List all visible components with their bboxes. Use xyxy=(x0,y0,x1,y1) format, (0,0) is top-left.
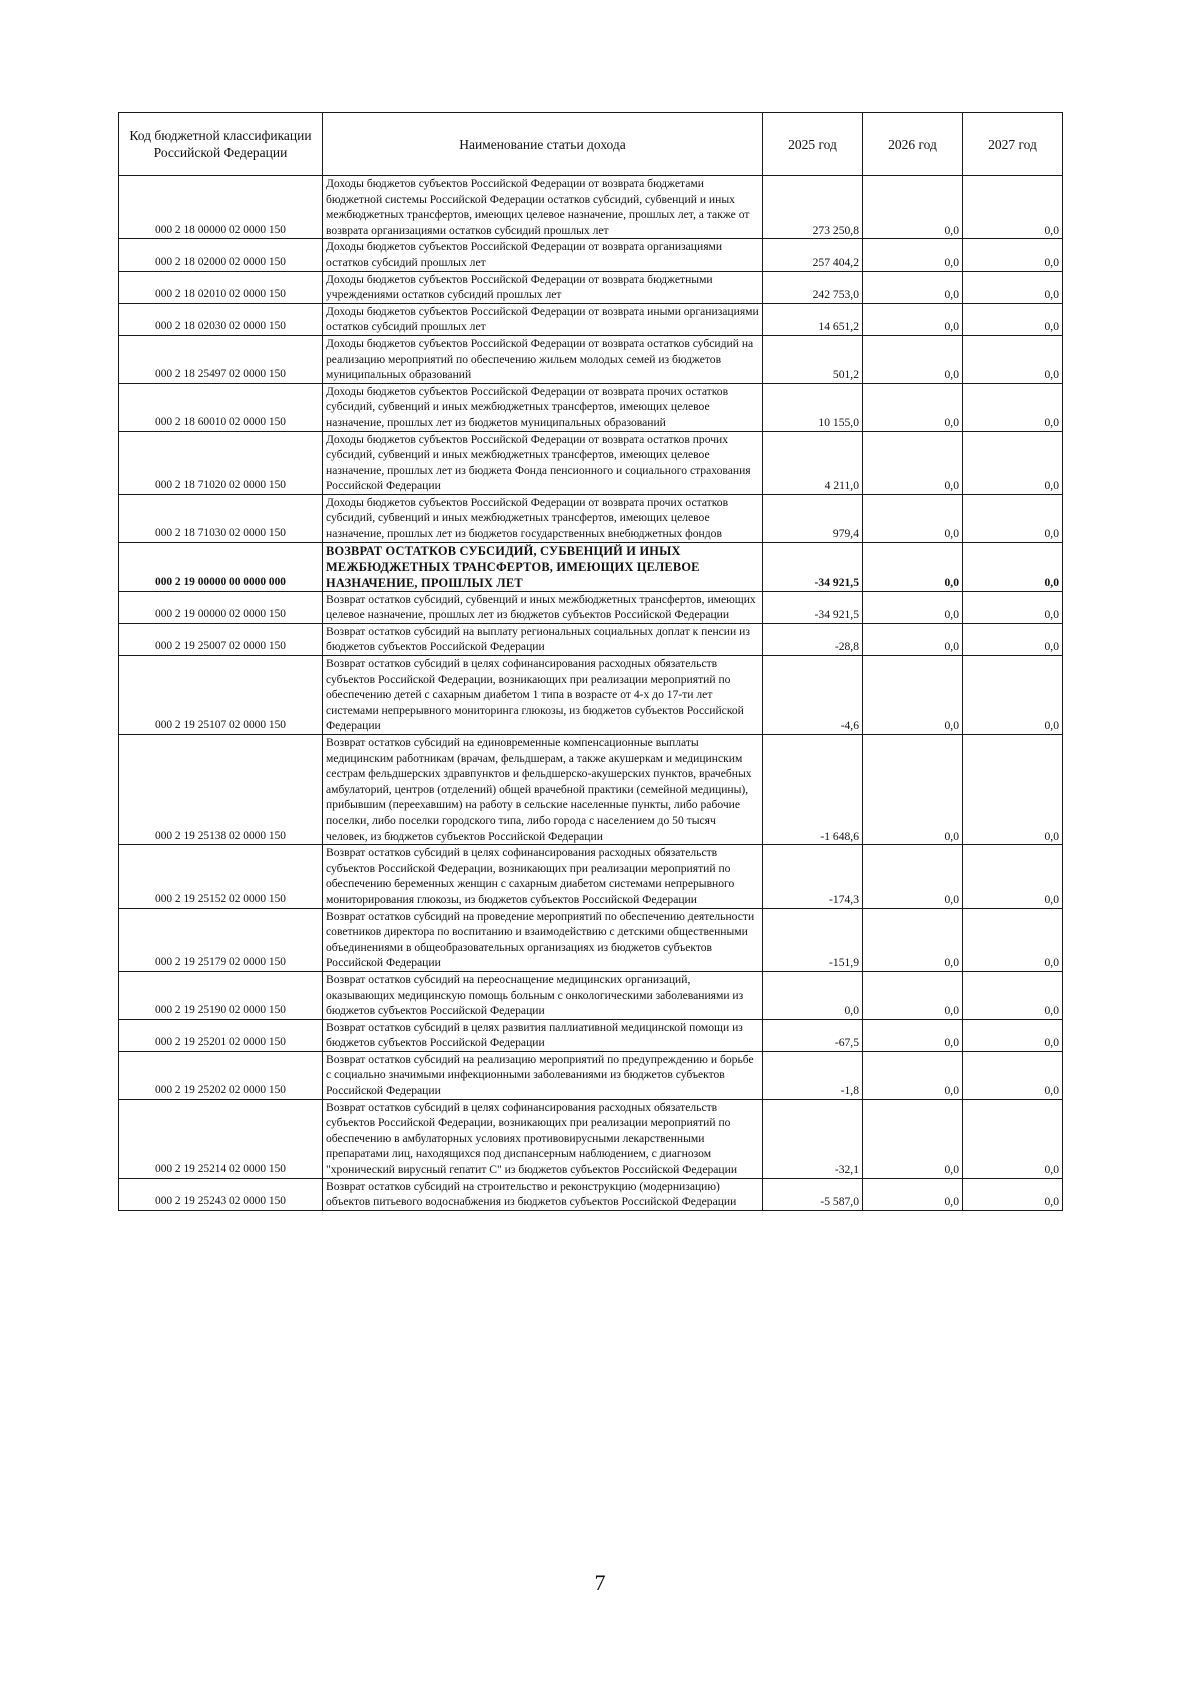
budget-code-cell: 000 2 19 25179 02 0000 150 xyxy=(119,908,323,971)
table-header xyxy=(119,113,1063,176)
header-2025: 2025 год xyxy=(763,113,863,176)
revenue-name-cell: Возврат остатков субсидий, субвенций и иных межбюджетных трансфертов, имеющих целевое назначение, прошлых лет из бюджетов субъектов Российской Федерации xyxy=(323,591,763,623)
budget-code-cell: 000 2 19 00000 00 0000 000 xyxy=(119,542,323,591)
budget-code-cell: 000 2 19 00000 02 0000 150 xyxy=(119,591,323,623)
value-2026-cell: 0,0 xyxy=(863,1099,963,1178)
table-row xyxy=(119,271,1063,303)
budget-code-cell: 000 2 19 25201 02 0000 150 xyxy=(119,1019,323,1051)
revenue-name-cell: Возврат остатков субсидий на реализацию мероприятий по предупреждению и борьбе с социально значимыми инфекционными заболеваниями из бюджетов субъектов Российской Федерации xyxy=(323,1051,763,1099)
header-2027: 2027 год xyxy=(963,113,1063,176)
value-2027-cell: 0,0 xyxy=(963,1051,1063,1099)
table-row xyxy=(119,623,1063,655)
value-2025-cell: 0,0 xyxy=(763,971,863,1019)
value-2026-cell: 0,0 xyxy=(863,542,963,591)
table-row xyxy=(119,542,1063,591)
value-2026-cell: 0,0 xyxy=(863,971,963,1019)
budget-code-cell: 000 2 18 71030 02 0000 150 xyxy=(119,494,323,542)
budget-code-cell: 000 2 18 02030 02 0000 150 xyxy=(119,303,323,335)
value-2026-cell: 0,0 xyxy=(863,383,963,431)
table-row xyxy=(119,303,1063,335)
value-2025-cell: -34 921,5 xyxy=(763,542,863,591)
value-2027-cell: 0,0 xyxy=(963,176,1063,239)
value-2027-cell: 0,0 xyxy=(963,1019,1063,1051)
value-2025-cell: -174,3 xyxy=(763,845,863,908)
value-2026-cell: 0,0 xyxy=(863,303,963,335)
value-2027-cell: 0,0 xyxy=(963,335,1063,383)
value-2026-cell: 0,0 xyxy=(863,271,963,303)
value-2025-cell: -67,5 xyxy=(763,1019,863,1051)
header-code: Код бюджетной классификации Российской Федерации xyxy=(119,113,323,176)
value-2026-cell: 0,0 xyxy=(863,591,963,623)
value-2026-cell: 0,0 xyxy=(863,1019,963,1051)
revenue-name-cell: Доходы бюджетов субъектов Российской Федерации от возврата прочих остатков субсидий, субвенций и иных межбюджетных трансфертов, имеющих целевое назначение, прошлых лет из бюджетов муниципальных образований xyxy=(323,383,763,431)
revenue-name-cell: ВОЗВРАТ ОСТАТКОВ СУБСИДИЙ, СУБВЕНЦИЙ И ИНЫХ МЕЖБЮДЖЕТНЫХ ТРАНСФЕРТОВ, ИМЕЮЩИХ ЦЕЛЕВОЕ НАЗНАЧЕНИЕ, ПРОШЛЫХ ЛЕТ xyxy=(323,542,763,591)
value-2025-cell: 4 211,0 xyxy=(763,431,863,494)
value-2025-cell: -32,1 xyxy=(763,1099,863,1178)
revenue-name-cell: Возврат остатков субсидий на выплату региональных социальных доплат к пенсии из бюджетов субъектов Российской Федерации xyxy=(323,623,763,655)
table-row xyxy=(119,1051,1063,1099)
value-2027-cell: 0,0 xyxy=(963,303,1063,335)
page-number: 7 xyxy=(594,1570,606,1595)
revenue-name-cell: Возврат остатков субсидий в целях софинансирования расходных обязательств субъектов Российской Федерации, возникающих при реализации мероприятий по обеспечению детей с сахарным диабетом 1 типа в возрасте от 4-х до 17-ти лет системами непрерывного мониторинга глюкозы, из бюджетов субъектов Российской Федерации xyxy=(323,656,763,735)
value-2027-cell: 0,0 xyxy=(963,1099,1063,1178)
table-row xyxy=(119,1099,1063,1178)
table-row xyxy=(119,591,1063,623)
revenue-name-cell: Возврат остатков субсидий в целях развития паллиативной медицинской помощи из бюджетов субъектов Российской Федерации xyxy=(323,1019,763,1051)
revenue-name-cell: Доходы бюджетов субъектов Российской Федерации от возврата бюджетами бюджетной системы Российской Федерации остатков субсидий, субвенций и иных межбюджетных трансфертов, имеющих целевое назначение, прошлых лет, а также от возврата организациями остатков субсидий прошлых лет xyxy=(323,176,763,239)
budget-code-cell: 000 2 18 02010 02 0000 150 xyxy=(119,271,323,303)
table-row xyxy=(119,494,1063,542)
table-row xyxy=(119,383,1063,431)
table-row xyxy=(119,971,1063,1019)
revenue-name-cell: Доходы бюджетов субъектов Российской Федерации от возврата организациями остатков субсидий прошлых лет xyxy=(323,239,763,271)
budget-code-cell: 000 2 18 71020 02 0000 150 xyxy=(119,431,323,494)
budget-code-cell: 000 2 19 25152 02 0000 150 xyxy=(119,845,323,908)
table-row xyxy=(119,239,1063,271)
value-2025-cell: 501,2 xyxy=(763,335,863,383)
budget-code-cell: 000 2 19 25190 02 0000 150 xyxy=(119,971,323,1019)
value-2025-cell: -151,9 xyxy=(763,908,863,971)
value-2026-cell: 0,0 xyxy=(863,176,963,239)
value-2025-cell: -34 921,5 xyxy=(763,591,863,623)
budget-code-cell: 000 2 19 25007 02 0000 150 xyxy=(119,623,323,655)
table-row xyxy=(119,1019,1063,1051)
value-2025-cell: -28,8 xyxy=(763,623,863,655)
budget-code-cell: 000 2 18 25497 02 0000 150 xyxy=(119,335,323,383)
value-2027-cell: 0,0 xyxy=(963,383,1063,431)
revenue-name-cell: Доходы бюджетов субъектов Российской Федерации от возврата остатков прочих субсидий, субвенций и иных межбюджетных трансфертов, имеющих целевое назначение, прошлых лет из бюджета Фонда пенсионного и социального страхования Российской Федерации xyxy=(323,431,763,494)
table-row xyxy=(119,908,1063,971)
value-2025-cell: -1 648,6 xyxy=(763,735,863,845)
budget-code-cell: 000 2 18 02000 02 0000 150 xyxy=(119,239,323,271)
revenue-table xyxy=(118,112,1063,1211)
value-2026-cell: 0,0 xyxy=(863,735,963,845)
value-2027-cell: 0,0 xyxy=(963,239,1063,271)
value-2026-cell: 0,0 xyxy=(863,908,963,971)
header-row xyxy=(119,113,1063,176)
value-2027-cell: 0,0 xyxy=(963,623,1063,655)
value-2026-cell: 0,0 xyxy=(863,335,963,383)
value-2026-cell: 0,0 xyxy=(863,656,963,735)
value-2025-cell: -5 587,0 xyxy=(763,1178,863,1210)
value-2027-cell: 0,0 xyxy=(963,845,1063,908)
value-2027-cell: 0,0 xyxy=(963,591,1063,623)
value-2026-cell: 0,0 xyxy=(863,623,963,655)
value-2027-cell: 0,0 xyxy=(963,542,1063,591)
value-2026-cell: 0,0 xyxy=(863,494,963,542)
value-2025-cell: 14 651,2 xyxy=(763,303,863,335)
value-2025-cell: 257 404,2 xyxy=(763,239,863,271)
revenue-name-cell: Возврат остатков субсидий на проведение мероприятий по обеспечению деятельности советников директора по воспитанию и взаимодействию с детскими общественными объединениями в общеобразовательных организациях из бюджетов субъектов Российской Федерации xyxy=(323,908,763,971)
revenue-name-cell: Возврат остатков субсидий в целях софинансирования расходных обязательств субъектов Российской Федерации, возникающих при реализации мероприятий по обеспечению в амбулаторных условиях противовирусными лекарственными препаратами лиц, находящихся под диспансерным наблюдением, с диагнозом "хронический вирусный гепатит С" из бюджетов субъектов Российской Федерации xyxy=(323,1099,763,1178)
revenue-name-cell: Доходы бюджетов субъектов Российской Федерации от возврата остатков субсидий на реализацию мероприятий по обеспечению жильем молодых семей из бюджетов муниципальных образований xyxy=(323,335,763,383)
budget-code-cell: 000 2 19 25138 02 0000 150 xyxy=(119,735,323,845)
budget-code-cell: 000 2 18 60010 02 0000 150 xyxy=(119,383,323,431)
header-name: Наименование статьи дохода xyxy=(323,113,763,176)
value-2027-cell: 0,0 xyxy=(963,494,1063,542)
table-row xyxy=(119,431,1063,494)
value-2026-cell: 0,0 xyxy=(863,239,963,271)
value-2025-cell: -1,8 xyxy=(763,1051,863,1099)
budget-code-cell: 000 2 19 25202 02 0000 150 xyxy=(119,1051,323,1099)
table-row xyxy=(119,735,1063,845)
value-2025-cell: -4,6 xyxy=(763,656,863,735)
value-2025-cell: 242 753,0 xyxy=(763,271,863,303)
revenue-name-cell: Доходы бюджетов субъектов Российской Федерации от возврата иными организациями остатков субсидий прошлых лет xyxy=(323,303,763,335)
table-row xyxy=(119,845,1063,908)
value-2026-cell: 0,0 xyxy=(863,431,963,494)
value-2027-cell: 0,0 xyxy=(963,656,1063,735)
value-2025-cell: 273 250,8 xyxy=(763,176,863,239)
budget-code-cell: 000 2 19 25107 02 0000 150 xyxy=(119,656,323,735)
revenue-name-cell: Доходы бюджетов субъектов Российской Федерации от возврата прочих остатков субсидий, субвенций и иных межбюджетных трансфертов, имеющих целевое назначение, прошлых лет из бюджетов государственных внебюджетных фондов xyxy=(323,494,763,542)
value-2025-cell: 10 155,0 xyxy=(763,383,863,431)
value-2027-cell: 0,0 xyxy=(963,1178,1063,1210)
value-2025-cell: 979,4 xyxy=(763,494,863,542)
value-2027-cell: 0,0 xyxy=(963,735,1063,845)
table-row xyxy=(119,1178,1063,1210)
value-2026-cell: 0,0 xyxy=(863,845,963,908)
value-2026-cell: 0,0 xyxy=(863,1178,963,1210)
value-2027-cell: 0,0 xyxy=(963,971,1063,1019)
revenue-name-cell: Возврат остатков субсидий на переоснащение медицинских организаций, оказывающих медицинскую помощь больным с онкологическими заболеваниями из бюджетов субъектов Российской Федерации xyxy=(323,971,763,1019)
value-2026-cell: 0,0 xyxy=(863,1051,963,1099)
table-row xyxy=(119,656,1063,735)
value-2027-cell: 0,0 xyxy=(963,908,1063,971)
table-row xyxy=(119,176,1063,239)
budget-code-cell: 000 2 19 25243 02 0000 150 xyxy=(119,1178,323,1210)
value-2027-cell: 0,0 xyxy=(963,271,1063,303)
revenue-name-cell: Возврат остатков субсидий на единовременные компенсационные выплаты медицинским работникам (врачам, фельдшерам, а также акушеркам и медицинским сестрам фельдшерских здравпунктов и фельдшерско-акушерских пунктов, врачебных амбулаторий, центров (отделений) общей врачебной практики (семейной медицины), прибывшим (переехавшим) на работу в сельские населенные пункты, либо рабочие поселки, либо поселки городского типа, либо города с населением до 50 тысяч человек, из бюджетов субъектов Российской Федерации xyxy=(323,735,763,845)
budget-code-cell: 000 2 18 00000 02 0000 150 xyxy=(119,176,323,239)
table-body xyxy=(119,176,1063,1211)
revenue-name-cell: Возврат остатков субсидий в целях софинансирования расходных обязательств субъектов Российской Федерации, возникающих при реализации мероприятий по обеспечению беременных женщин с сахарным диабетом системами непрерывного мониторирования глюкозы, из бюджетов субъектов Российской Федерации xyxy=(323,845,763,908)
table-row xyxy=(119,335,1063,383)
header-2026: 2026 год xyxy=(863,113,963,176)
revenue-name-cell: Доходы бюджетов субъектов Российской Федерации от возврата бюджетными учреждениями остатков субсидий прошлых лет xyxy=(323,271,763,303)
value-2027-cell: 0,0 xyxy=(963,431,1063,494)
budget-code-cell: 000 2 19 25214 02 0000 150 xyxy=(119,1099,323,1178)
revenue-name-cell: Возврат остатков субсидий на строительство и реконструкцию (модернизацию) объектов питьевого водоснабжения из бюджетов субъектов Российской Федерации xyxy=(323,1178,763,1210)
